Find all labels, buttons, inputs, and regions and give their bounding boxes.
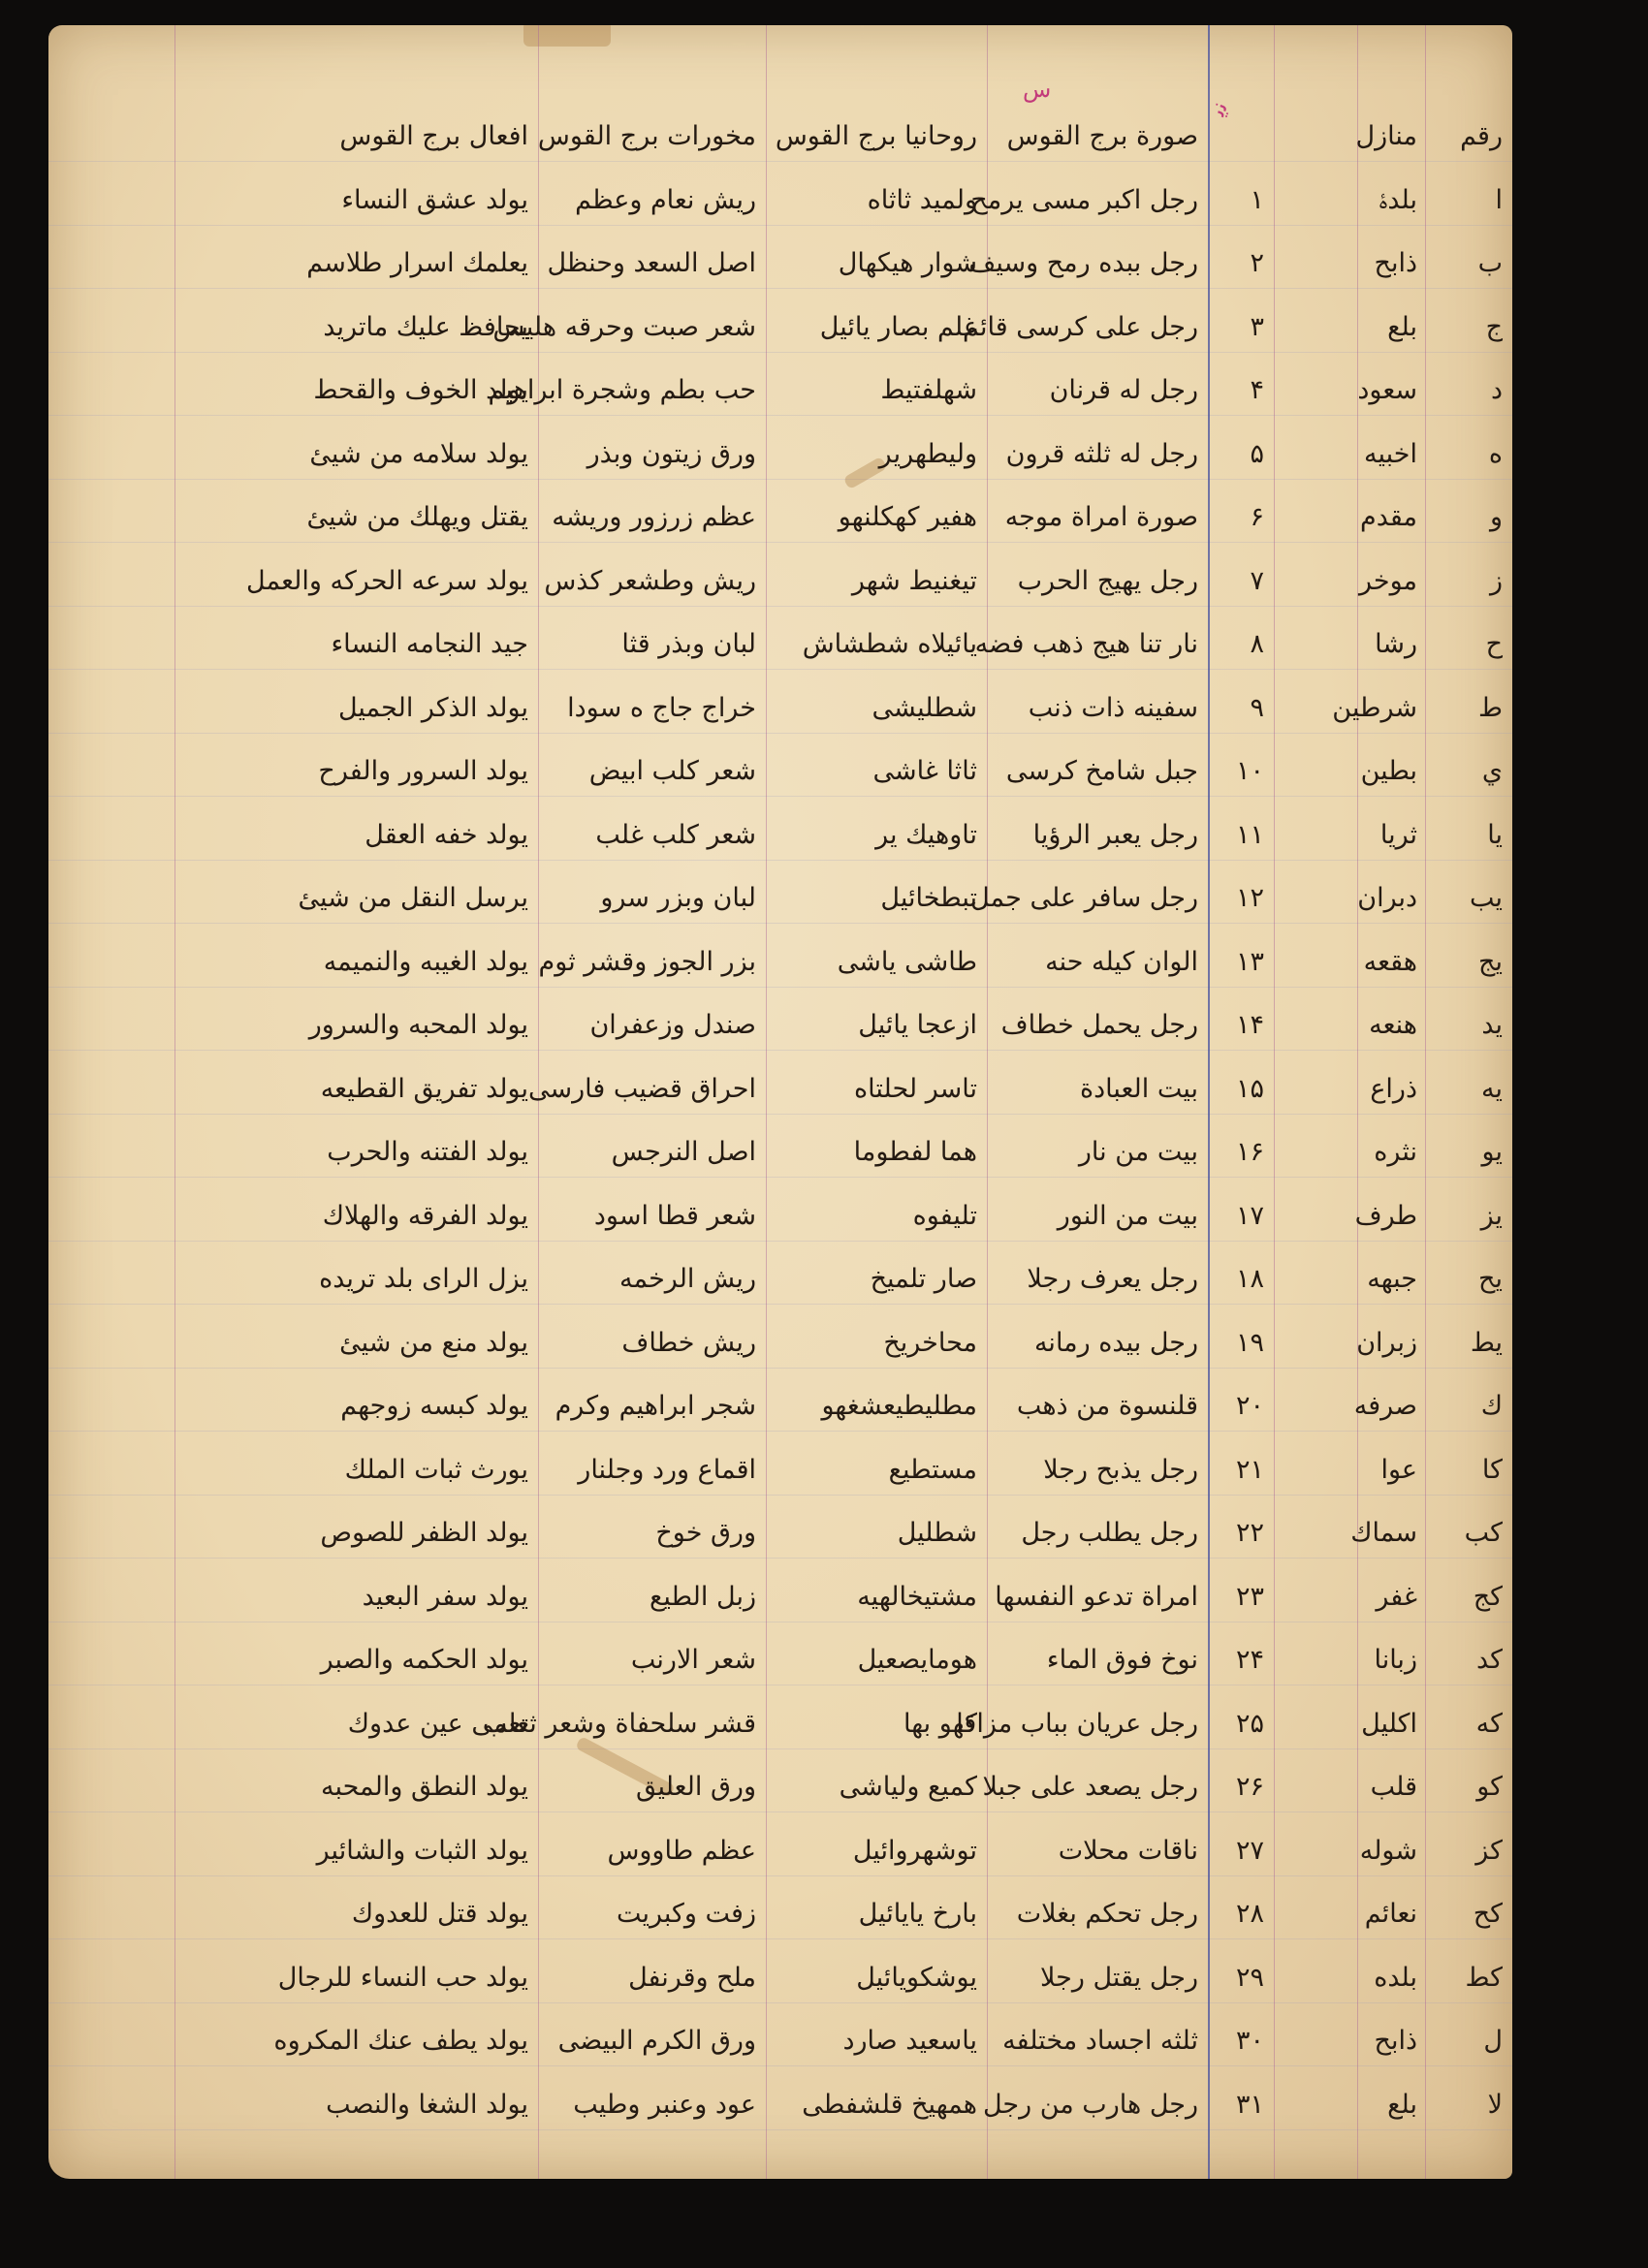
- table-cell: ۱۹: [1235, 1327, 1264, 1358]
- table-cell: ﻏﻔﺮ: [1376, 1581, 1417, 1612]
- table-cell: ﺷﻌﺮ ﺻﺒﺖ ﻭﺣﺮﻗﻪ ﻫﻠﻴﺲ: [492, 311, 756, 342]
- table-cell: ﻳﻂ: [1470, 1327, 1503, 1358]
- table-cell: ﺷﻬﻠﻔﺘﻴﻂ: [880, 375, 977, 405]
- ruled-line: [48, 987, 1512, 988]
- table-cell: ۲۳: [1235, 1581, 1264, 1612]
- table-cell: ﺛﺮﻳﺎ: [1379, 819, 1417, 850]
- table-cell: ﻳﻮﻟﺪ ﺧﻔﻪ ﺍﻟﻌﻘﻞ: [364, 819, 528, 850]
- table-cell: ﺭﺟﻞ ﺑﺒﺪﻩ ﺭﻣﺢ ﻭﺳﻴﻒ: [968, 248, 1198, 278]
- table-cell: ﻙ: [1480, 1391, 1503, 1421]
- table-cell: ﻳﻮﻟﺪ ﺍﻟﻨﻄﻖ ﻭﺍﻟﻤﺤﺒﻪ: [321, 1772, 528, 1802]
- table-cell: ﻳﺰ: [1480, 1200, 1503, 1231]
- table-cell: ۵: [1250, 438, 1264, 469]
- table-cell: ﻳﻮﻟﺪ ﺍﻟﻈﻔﺮ ﻟﻠﺼﻮﺹ: [320, 1518, 528, 1548]
- table-cell: ﺟﺒﻞ ﺷﺎﻣﺦ ﻛﺮﺳﻰ: [1005, 756, 1198, 786]
- table-cell: ﺯﺑﺎﻧﺎ: [1374, 1645, 1417, 1675]
- table-cell: ﺑﺎﺭﺥ ﻳﺎﻳﺎﺋﻴﻞ: [858, 1899, 977, 1929]
- table-cell: ۷: [1250, 565, 1264, 596]
- ruled-line: [48, 2129, 1512, 2130]
- table-cell: ﺭﺟﻞ ﻫﺎﺭﺏ ﻣﻦ ﺭﺟﻞ: [982, 2089, 1198, 2120]
- table-cell: ﻳﻮﻟﺪ ﻗﺘﻞ ﻟﻠﻌﺪﻭﻙ: [351, 1899, 528, 1929]
- table-cell: ﻣﻮﺧﺮ: [1359, 565, 1417, 596]
- table-cell: ﺟﻴﺪ ﺍﻟﻨﺠﺎﻣﻪ ﺍﻟﻨﺴﺎﺀ: [331, 629, 528, 659]
- table-cell: ﺭﺟﻞ ﺳﺎﻓﺮ ﻋﻠﻰ ﺟﻤﻞ: [970, 883, 1198, 913]
- table-cell: ﻛﺪ: [1475, 1645, 1503, 1675]
- table-cell: ﻳﻮﻟﺪ ﺍﻟﻔﺘﻨﻪ ﻭﺍﻟﺤﺮﺏ: [327, 1137, 528, 1167]
- ruled-line: [48, 1938, 1512, 1939]
- table-cell: ﻳﻮﻟﺪ ﺍﻟﺨﻮﻑ ﻭﺍﻟﻘﺤﻂ: [313, 375, 528, 405]
- table-cell: ﺍﺯﻋﺠﺎ ﻳﺎﺋﻴﻞ: [858, 1010, 977, 1040]
- table-cell: ﺑﻠﻊ: [1387, 311, 1417, 342]
- table-cell: ﻋﻈﻢ ﺯﺭﺯﻭﺭ ﻭﺭﻳﺸﻪ: [552, 502, 756, 532]
- table-cell: ﺫﺍﺑﺢ: [1374, 248, 1417, 278]
- table-cell: ﻳﻮﻟﺪ ﺍﻟﺬﻛﺮ ﺍﻟﺠﻤﻴﻞ: [337, 692, 528, 723]
- table-cell: ۱۷: [1235, 1200, 1264, 1231]
- table-cell: ﺭﺟﻞ ﻟﻪ ﺛﻠﺜﻪ ﻗﺮﻭﻥ: [1005, 438, 1198, 469]
- table-cell: ﻳﺎﺳﻌﻴﺪ ﺻﺎﺭﺩ: [842, 2026, 977, 2056]
- table-cell: ﻛﺢ: [1473, 1899, 1503, 1929]
- table-cell: ﻳﻮﻟﺪ ﻳﻄﻒ ﻋﻨﻚ ﺍﻟﻤﻜﺮﻭﻩ: [273, 2026, 528, 2056]
- table-cell: ﻳﻮ: [1481, 1137, 1503, 1167]
- table-cell: ۲۷: [1235, 1835, 1264, 1866]
- table-cell: ﻳﻮﻟﺪ ﺍﻟﻔﺮﻗﻪ ﻭﺍﻟﻬﻼﻙ: [322, 1200, 528, 1231]
- table-cell: ۱۸: [1235, 1264, 1264, 1294]
- table-cell: ﺫﺍﺑﺢ: [1374, 2026, 1417, 2056]
- table-cell: ۲۵: [1235, 1708, 1264, 1739]
- table-cell: ﺯﺑﻞ ﺍﻟﻄﻴﻊ: [650, 1581, 756, 1612]
- table-cell: ﻛﺞ: [1473, 1581, 1503, 1612]
- table-cell: ﺛﺎﺛﺎ ﻏﺎﺷﻰ: [872, 756, 977, 786]
- ruled-line: [48, 1431, 1512, 1432]
- table-cell: ۲۶: [1235, 1772, 1264, 1802]
- column-divider: [1357, 25, 1358, 2179]
- ruled-line: [48, 1368, 1512, 1369]
- table-cell: ﺗﻮﺷﻬﺮﻭﺍﺋﻴﻞ: [852, 1835, 977, 1866]
- ruled-line: [48, 2065, 1512, 2066]
- table-cell: ﺝ: [1485, 311, 1503, 342]
- column-divider: [1274, 25, 1275, 2179]
- table-cell: ﻫﻤﺎ ﻟﻔﻄﻮﻣﺎ: [853, 1137, 977, 1167]
- paper-tear: [523, 25, 611, 47]
- table-cell: ﺻﺎﺭ ﺗﻠﻤﻴﺦ: [870, 1264, 977, 1294]
- table-cell: ﺍﺣﺮﺍﻕ ﻗﻀﻴﺐ ﻓﺎﺭﺳﻰ: [528, 1073, 756, 1104]
- table-cell: ﺷﺠﺮ ﺍﺑﺮﺍﻫﻴﻢ ﻭﻛﺮﻡ: [555, 1391, 756, 1421]
- margin-line: [174, 25, 175, 2179]
- table-cell: ﻳﻌﻠﻤﻚ ﺍﺳﺮﺍﺭ ﻃﻼﺳﻢ: [306, 248, 528, 278]
- ruled-line: [48, 1177, 1512, 1178]
- table-cell: ﺳﻔﻴﻨﻪ ﺫﺍﺕ ﺫﻧﺐ: [1028, 692, 1198, 723]
- table-cell: ۱۶: [1235, 1137, 1264, 1167]
- table-cell: ﺯﻓﺖ ﻭﻛﺒﺮﻳﺖ: [616, 1899, 756, 1929]
- table-cell: ﺑﺰﺭ ﺍﻟﺠﻮﺯ ﻭﻗﺸﺮ ﺛﻮﻡ: [538, 946, 756, 977]
- column-header: ﺭﻭﺣﺎﻧﻴﺎ ﺑﺮﺝ ﺍﻟﻘﻮﺱ: [775, 121, 977, 151]
- table-cell: ۲۴: [1235, 1645, 1264, 1675]
- table-cell: ﻣﺴﺘﻄﻴﻊ: [888, 1454, 977, 1485]
- table-cell: ﺷﻮﻟﻪ: [1359, 1835, 1417, 1866]
- table-cell: ﺻﻮﺭﺓ ﺍﻣﺮﺍﺓ ﻣﻮﺟﻪ: [1004, 502, 1198, 532]
- ruled-line: [48, 415, 1512, 416]
- table-cell: ﻋﻈﻢ ﻃﺎﻭﻭﺱ: [607, 1835, 756, 1866]
- table-cell: ﺏ: [1477, 248, 1503, 278]
- table-cell: ﺑﻴﺖ ﻣﻦ ﺍﻟﻨﻮﺭ: [1057, 1200, 1198, 1231]
- table-cell: ۲۲: [1235, 1518, 1264, 1548]
- ruled-line: [48, 860, 1512, 861]
- margin-note: ﻧﯾ: [1203, 97, 1234, 120]
- table-cell: ﻭﺭﻕ ﺍﻟﻌﻠﻴﻖ: [636, 1772, 756, 1802]
- table-cell: ﺑﻠﺪﮤ: [1378, 184, 1417, 215]
- margin-note: ﺱ: [1023, 76, 1052, 103]
- ruled-line: [48, 1241, 1512, 1242]
- column-header: ﻣﻨﺎﺯﻝ: [1355, 121, 1417, 151]
- table-cell: ﺷﻄﻠﻴﻞ: [897, 1518, 977, 1548]
- table-cell: ﺗﻠﻴﻔﻮﻩ: [912, 1200, 977, 1231]
- table-cell: ﺍﻛﻠﻴﻞ: [1361, 1708, 1417, 1739]
- table-cell: ﻳﺎ: [1487, 819, 1503, 850]
- table-cell: ﺭﻳﺶ ﺍﻟﺮﺧﻤﻪ: [619, 1264, 756, 1294]
- column-divider: [766, 25, 767, 2179]
- table-cell: ﻧﺜﺮﻩ: [1374, 1137, 1417, 1167]
- table-cell: ﻳﻮﻟﺪ ﺳﻼﻣﻪ ﻣﻦ ﺷﻴﺊ: [309, 438, 528, 469]
- ruled-line: [48, 288, 1512, 289]
- table-cell: ﺍﺧﺒﻴﻪ: [1364, 438, 1417, 469]
- table-cell: ﻭﻟﻴﻄﻬﺮﻳﺮ: [878, 438, 977, 469]
- table-cell: ﺭﻳﺶ ﻭﻃﺸﻌﺮ ﻛﺬﺱ: [544, 565, 756, 596]
- table-cell: ﺣﺐ ﺑﻄﻢ ﻭﺷﺠﺮﺓ ﺍﺑﺮﺍﻫﻴﻢ: [488, 375, 756, 405]
- table-cell: ﺭﺟﻞ ﻳﻄﻠﺐ ﺭﺟﻞ: [1021, 1518, 1198, 1548]
- table-cell: ۲۸: [1235, 1899, 1264, 1929]
- table-cell: ﺑﻠﻊ: [1387, 2089, 1417, 2120]
- table-cell: ﺻﻨﺪﻝ ﻭﺯﻋﻔﺮﺍﻥ: [589, 1010, 756, 1040]
- table-cell: ﺷﻌﺮ ﻛﻠﺐ ﺍﺑﻴﺾ: [588, 756, 756, 786]
- table-cell: ﺛﻠﺜﻪ ﺍﺟﺴﺎﺩ ﻣﺨﺘﻠﻔﻪ: [1002, 2026, 1198, 2056]
- table-cell: ﺭﺟﻞ ﻋﺮﻳﺎﻥ ﺑﺒﺎﺏ ﻣﺰﺍﻗﺎ: [956, 1708, 1198, 1739]
- table-cell: ﻳﻮﻟﺪ ﺳﻔﺮ ﺍﻟﺒﻌﻴﺪ: [362, 1581, 528, 1612]
- table-cell: ﻳﻮﻟﺪ ﺳﺮﻋﻪ ﺍﻟﺤﺮﻛﻪ ﻭﺍﻟﻌﻤﻞ: [246, 565, 528, 596]
- table-cell: ﻳﻮﻟﺪ ﻛﺒﺴﻪ ﺯﻭﺟﻬﻢ: [340, 1391, 528, 1421]
- table-cell: ﺗﺎﺳﺮ ﻟﺤﻠﺘﺎﻩ: [854, 1073, 977, 1104]
- table-cell: ﻋﻮﺩ ﻭﻋﻨﺒﺮ ﻭﻃﻴﺐ: [573, 2089, 756, 2120]
- ruled-line: [48, 1495, 1512, 1496]
- table-cell: ﻣﻘﺪﻡ: [1359, 502, 1417, 532]
- ruled-line: [48, 1114, 1512, 1115]
- table-cell: ﻛﻤﻴﻊ ﻭﻟﻴﺎﺷﻰ: [839, 1772, 977, 1802]
- table-cell: ﺭﺟﻞ ﻳﻌﺮﻑ ﺭﺟﻼ: [1027, 1264, 1198, 1294]
- table-cell: ۲: [1250, 248, 1264, 278]
- table-cell: ﻁ: [1478, 692, 1503, 723]
- table-cell: ﺗﻴﻐﻨﻴﻂ ﺷﻬﺮ: [851, 565, 977, 596]
- table-cell: ۱: [1250, 184, 1264, 215]
- ruled-line: [48, 1050, 1512, 1051]
- table-cell: ﻃﺮﻑ: [1354, 1200, 1417, 1231]
- table-cell: ﻫﻘﻌﻪ: [1363, 946, 1417, 977]
- table-cell: ﺍﺻﻞ ﺍﻟﻨﺮﺟﺲ: [611, 1137, 756, 1167]
- table-cell: ﻳﻮﺭﺙ ﺛﺒﺎﺕ ﺍﻟﻤﻠﻚ: [344, 1454, 528, 1485]
- table-cell: ﺍﻟﻮﺍﻥ ﻛﻴﻠﻪ ﺣﻨﻪ: [1045, 946, 1198, 977]
- table-cell: ﺭﺟﻞ ﻳﺤﻤﻞ ﺧﻄﺎﻑ: [1000, 1010, 1198, 1040]
- table-cell: ﻳﺞ: [1478, 946, 1503, 977]
- table-cell: ﺍﻣﺮﺍﺓ ﺗﺪﻋﻮ ﺍﻟﻨﻔﺴﻬﺎ: [995, 1581, 1198, 1612]
- table-cell: ﺟﺒﻬﻪ: [1367, 1264, 1417, 1294]
- ruled-line: [48, 923, 1512, 924]
- table-cell: ﻳﺤﺎﻓﻆ ﻋﻠﻴﻚ ﻣﺎﺗﺮﻳﺪ: [323, 311, 528, 342]
- table-cell: ﻳﻮﺷﻜﻮﻳﺎﺋﻴﻞ: [856, 1962, 977, 1993]
- column-header: ﻣﺨﻮﺭﺍﺕ ﺑﺮﺝ ﺍﻟﻘﻮﺱ: [537, 121, 756, 151]
- table-cell: ﺩﺑﺮﺍﻥ: [1357, 883, 1417, 913]
- table-cell: ﻛﻪ: [1475, 1708, 1503, 1739]
- table-cell: ﺭﺟﻞ ﻳﻘﺘﻞ ﺭﺟﻼ: [1040, 1962, 1198, 1993]
- table-cell: ۴: [1250, 375, 1264, 405]
- table-cell: ﻋﻮﺍ: [1380, 1454, 1417, 1485]
- table-cell: ﺫﺭﺍﻉ: [1370, 1073, 1417, 1104]
- table-cell: ۲۰: [1235, 1391, 1264, 1421]
- table-cell: ﻳﺮﺳﻞ ﺍﻟﻨﻘﻞ ﻣﻦ ﺷﻴﺊ: [298, 883, 528, 913]
- table-cell: ﻛﺰ: [1475, 1835, 1503, 1866]
- table-cell: ﻛﻬﻮ ﺑﻬﺎ: [903, 1708, 977, 1739]
- table-cell: ﺭﺟﻞ ﻳﺬﺑﺢ ﺭﺟﻼ: [1043, 1454, 1198, 1485]
- manuscript-page: [48, 25, 1512, 2179]
- table-cell: ﻳﻮﻟﺪ ﺍﻟﺴﺮﻭﺭ ﻭﺍﻟﻔﺮﺡ: [318, 756, 528, 786]
- table-cell: ﺭﺷﺎ: [1375, 629, 1417, 659]
- column-divider: [1208, 25, 1210, 2179]
- table-cell: ۱۵: [1235, 1073, 1264, 1104]
- ruled-line: [48, 479, 1512, 480]
- table-cell: ﻻ: [1487, 2089, 1503, 2120]
- table-cell: ﻳﺐ: [1469, 883, 1503, 913]
- table-cell: ﻣﺤﺎﺧﺮﻳﺦ: [883, 1327, 977, 1358]
- table-cell: ۱۰: [1235, 756, 1264, 786]
- table-cell: ﻳﺎﺋﻴﻼﻩ ﺷﻄﺸﺎﺵ: [802, 629, 977, 659]
- table-cell: ﻩ: [1488, 438, 1503, 469]
- table-cell: ﻱ: [1481, 756, 1503, 786]
- ruled-line: [48, 1875, 1512, 1876]
- table-cell: ﺳﻤﺎﻙ: [1350, 1518, 1417, 1548]
- table-cell: ﺭﺟﻞ ﻋﻠﻰ ﻛﺮﺳﻰ ﻗﺎﺋﻢ: [963, 311, 1198, 342]
- ruled-line: [48, 542, 1512, 543]
- table-cell: ﺧﺮﺍﺝ ﺟﺎﺝ ﻩ ﺳﻮﺩﺍ: [567, 692, 756, 723]
- ruled-line: [48, 2002, 1512, 2003]
- table-cell: ﺑﻴﺖ ﺍﻟﻌﺒﺎﺩﺓ: [1079, 1073, 1198, 1104]
- table-cell: ﻳﺰﻝ ﺍﻟﺮﺍﻯ ﺑﻠﺪ ﺗﺮﻳﺪﻩ: [319, 1264, 528, 1294]
- table-cell: ﻝ: [1483, 2026, 1503, 2056]
- ruled-line: [48, 1558, 1512, 1559]
- table-cell: ﻛﻮ: [1476, 1772, 1503, 1802]
- table-cell: ﻃﺎﺷﻰ ﻳﺎﺷﻰ: [837, 946, 977, 977]
- table-cell: ﻫﻔﻴﺮ ﻛﻬﻜﻠﻨﻬﻮ: [838, 502, 977, 532]
- table-cell: ﻫﻤﻬﻴﺦ ﻗﻠﺸﻔﻄﻰ: [802, 2089, 977, 2120]
- ruled-line: [48, 1304, 1512, 1305]
- table-cell: ﻛﺎ: [1481, 1454, 1503, 1485]
- table-cell: ﻛﻂ: [1465, 1962, 1503, 1993]
- ruled-line: [48, 352, 1512, 353]
- column-divider: [1425, 25, 1426, 2179]
- ruled-line: [48, 1811, 1512, 1812]
- table-cell: ﺳﻌﻮﺩ: [1357, 375, 1417, 405]
- table-cell: ﻳﻮﻟﺪ ﻋﺸﻖ ﺍﻟﻨﺴﺎﺀ: [341, 184, 528, 215]
- table-cell: ﻭﻟﻤﻴﺪ ﺛﺎﺛﺎﻩ: [867, 184, 977, 215]
- table-cell: ﻗﻠﻨﺴﻮﺓ ﻣﻦ ﺫﻫﺐ: [1016, 1391, 1198, 1421]
- column-header: ﺻﻮﺭﺓ ﺑﺮﺝ ﺍﻟﻘﻮﺱ: [1006, 121, 1198, 151]
- table-cell: ﺷﻌﺮ ﻛﻠﺐ ﻏﻠﺐ: [595, 819, 756, 850]
- table-cell: ﻳﻮﻟﺪ ﺍﻟﻤﺤﺒﻪ ﻭﺍﻟﺴﺮﻭﺭ: [308, 1010, 528, 1040]
- table-cell: ۱۱: [1235, 819, 1264, 850]
- table-cell: ۹: [1250, 692, 1264, 723]
- table-cell: ﻗﺸﺮ ﺳﻠﺤﻔﺎﺓ ﻭﺷﻌﺮ ﺛﻌﻠﺐ: [482, 1708, 756, 1739]
- table-cell: ۱۳: [1235, 946, 1264, 977]
- table-cell: ﻳﺢ: [1478, 1264, 1503, 1294]
- table-cell: ﻫﻮﻣﺎﻳﺼﻌﻴﻞ: [857, 1645, 977, 1675]
- table-cell: ﺭﻳﺶ ﺧﻄﺎﻑ: [621, 1327, 756, 1358]
- column-divider: [987, 25, 988, 2179]
- table-cell: ﺑﻠﺪﻩ: [1374, 1962, 1417, 1993]
- table-cell: ﻧﺎﻗﺎﺕ ﻣﺤﻼﺕ: [1058, 1835, 1198, 1866]
- table-cell: ﻭﺭﻕ ﺍﻟﻜﺮﻡ ﺍﻟﺒﻴﻀﻰ: [557, 2026, 756, 2056]
- ruled-line: [48, 225, 1512, 226]
- table-cell: ﻧﻮﺥ ﻓﻮﻕ ﺍﻟﻤﺎﺀ: [1046, 1645, 1198, 1675]
- table-cell: ﻫﻨﻌﻪ: [1369, 1010, 1417, 1040]
- table-cell: ﻳﻘﺘﻞ ﻭﻳﻬﻠﻚ ﻣﻦ ﺷﻴﺊ: [306, 502, 528, 532]
- table-cell: ﻳﻪ: [1481, 1073, 1503, 1104]
- table-cell: ﺩ: [1490, 375, 1503, 405]
- table-cell: ﻣﻄﻠﻴﻄﻴﻌﺸﻐﻬﻮ: [821, 1391, 977, 1421]
- table-cell: ﺭﺟﻞ ﺍﻛﺒﺮ ﻣﺴﻰ ﻳﺮﻣﺢ: [970, 184, 1198, 215]
- table-cell: ﻳﻮﻟﺪ ﺍﻟﻐﻴﺒﻪ ﻭﺍﻟﻨﻤﻴﻤﻪ: [323, 946, 528, 977]
- table-cell: ﻣﺸﺘﻴﺨﺎﻟﻬﻴﻪ: [857, 1581, 977, 1612]
- table-cell: ﺷﻮﺍﺭ ﻫﻴﻜﻬﺎﻝ: [838, 248, 977, 278]
- table-cell: ﻳﻮﻟﺪ ﺍﻟﺜﺒﺎﺕ ﻭﺍﻟﺸﺎﺋﻴﺮ: [316, 1835, 528, 1866]
- table-cell: ﺗﺒﻄﺨﺎﺋﻴﻞ: [880, 883, 977, 913]
- table-cell: ۱۴: [1235, 1010, 1264, 1040]
- table-cell: ﺯﺑﺮﺍﻥ: [1356, 1327, 1417, 1358]
- table-cell: ﻟﺒﺎﻥ ﻭﺑﺬﺭ ﻗﺜﺎ: [621, 629, 756, 659]
- table-cell: ۳۱: [1235, 2089, 1264, 2120]
- table-cell: ﺭﺟﻞ ﺑﻴﺪﻩ ﺭﻣﺎﻧﻪ: [1033, 1327, 1198, 1358]
- table-cell: ﻛﺐ: [1464, 1518, 1503, 1548]
- table-cell: ﻗﻠﺐ: [1370, 1772, 1417, 1802]
- ruled-line: [48, 161, 1512, 162]
- table-cell: ﻳﻮﻟﺪ ﺣﺐ ﺍﻟﻨﺴﺎﺀ ﻟﻠﺮﺟﺎﻝ: [277, 1962, 528, 1993]
- ruled-line: [48, 733, 1512, 734]
- table-cell: ﺻﺮﻓﻪ: [1353, 1391, 1417, 1421]
- ruled-line: [48, 669, 1512, 670]
- table-cell: ﺗﻌﻤﻰ ﻋﻴﻦ ﻋﺪﻭﻙ: [347, 1708, 528, 1739]
- table-cell: ۲۹: [1235, 1962, 1264, 1993]
- table-cell: ﺭﻳﺶ ﻧﻌﺎﻡ ﻭﻋﻈﻢ: [575, 184, 756, 215]
- table-cell: ﻳﺪ: [1481, 1010, 1503, 1040]
- table-cell: ﺷﻌﺮ ﺍﻻﺭﻧﺐ: [630, 1645, 756, 1675]
- table-cell: ﻳﻮﻟﺪ ﺗﻔﺮﻳﻖ ﺍﻟﻘﻄﻴﻌﻪ: [320, 1073, 528, 1104]
- table-cell: ﻏﻠﻢ ﺑﺼﺎﺭ ﻳﺎﺋﻴﻞ: [819, 311, 977, 342]
- table-cell: ﺑﻄﻴﻦ: [1360, 756, 1417, 786]
- table-cell: ﻟﺒﺎﻥ ﻭﺑﺰﺭ ﺳﺮﻭ: [600, 883, 756, 913]
- table-cell: ﺍﻗﻤﺎﻉ ﻭﺭﺩ ﻭﺟﻠﻨﺎﺭ: [578, 1454, 756, 1485]
- table-cell: ﺭﺟﻞ ﻳﺼﻌﺪ ﻋﻠﻰ ﺟﺒﻼ: [982, 1772, 1198, 1802]
- column-header: ﺭﻗﻢ: [1460, 121, 1503, 151]
- table-cell: ﻭﺭﻕ ﺯﻳﺘﻮﻥ ﻭﺑﺬﺭ: [586, 438, 756, 469]
- column-header: ﺍﻓﻌﺎﻝ ﺑﺮﺝ ﺍﻟﻘﻮﺱ: [339, 121, 528, 151]
- table-cell: ﺭﺟﻞ ﻳﻬﻴﺞ ﺍﻟﺤﺮﺏ: [1017, 565, 1198, 596]
- table-cell: ﻭﺭﻕ ﺧﻮﺥ: [655, 1518, 756, 1548]
- ruled-line: [48, 796, 1512, 797]
- table-cell: ﻧﺎﺭ ﺗﻨﺎ ﻫﻴﺞ ﺫﻫﺐ ﻓﻀﻪ: [974, 629, 1198, 659]
- table-cell: ۸: [1250, 629, 1264, 659]
- table-cell: ﺑﻴﺖ ﻣﻦ ﻧﺎﺭ: [1078, 1137, 1198, 1167]
- table-cell: ۳: [1250, 311, 1264, 342]
- table-cell: ﺗﺎﻭﻫﻴﻚ ﻳﺮ: [875, 819, 977, 850]
- table-cell: ﻣﻠﺢ ﻭﻗﺮﻧﻔﻞ: [628, 1962, 756, 1993]
- table-cell: ﺯ: [1489, 565, 1503, 596]
- table-cell: ﺷﻌﺮ ﻗﻄﺎ ﺍﺳﻮﺩ: [593, 1200, 756, 1231]
- ruled-line: [48, 606, 1512, 607]
- table-cell: ﻧﻌﺎﺋﻢ: [1364, 1899, 1417, 1929]
- table-cell: ﻳﻮﻟﺪ ﺍﻟﺸﻐﺎ ﻭﺍﻟﻨﺼﺐ: [326, 2089, 528, 2120]
- ruled-line: [48, 1748, 1512, 1749]
- table-cell: ۳۰: [1235, 2026, 1264, 2056]
- table-cell: ﺡ: [1485, 629, 1503, 659]
- table-cell: ﺭﺟﻞ ﻟﻪ ﻗﺮﻧﺎﻥ: [1049, 375, 1198, 405]
- table-cell: ﺭﺟﻞ ﺗﺤﻜﻢ ﺑﻐﻼﺕ: [1016, 1899, 1198, 1929]
- table-cell: ۱۲: [1235, 883, 1264, 913]
- table-cell: ۲۱: [1235, 1454, 1264, 1485]
- table-cell: ﺍﺻﻞ ﺍﻟﺴﻌﺪ ﻭﺣﻨﻈﻞ: [547, 248, 756, 278]
- table-cell: ﻭ: [1489, 502, 1503, 532]
- table-cell: ۶: [1250, 502, 1264, 532]
- table-cell: ﺷﺮﻃﻴﻦ: [1332, 692, 1417, 723]
- table-cell: ﺍ: [1495, 184, 1503, 215]
- table-cell: ﺭﺟﻞ ﻳﻌﺒﺮ ﺍﻟﺮﺅﻳﺎ: [1032, 819, 1198, 850]
- table-cell: ﻳﻮﻟﺪ ﺍﻟﺤﻜﻤﻪ ﻭﺍﻟﺼﺒﺮ: [320, 1645, 528, 1675]
- table-cell: ﺷﻄﻠﻴﺸﻰ: [872, 692, 977, 723]
- table-cell: ﻳﻮﻟﺪ ﻣﻨﻊ ﻣﻦ ﺷﻴﺊ: [339, 1327, 528, 1358]
